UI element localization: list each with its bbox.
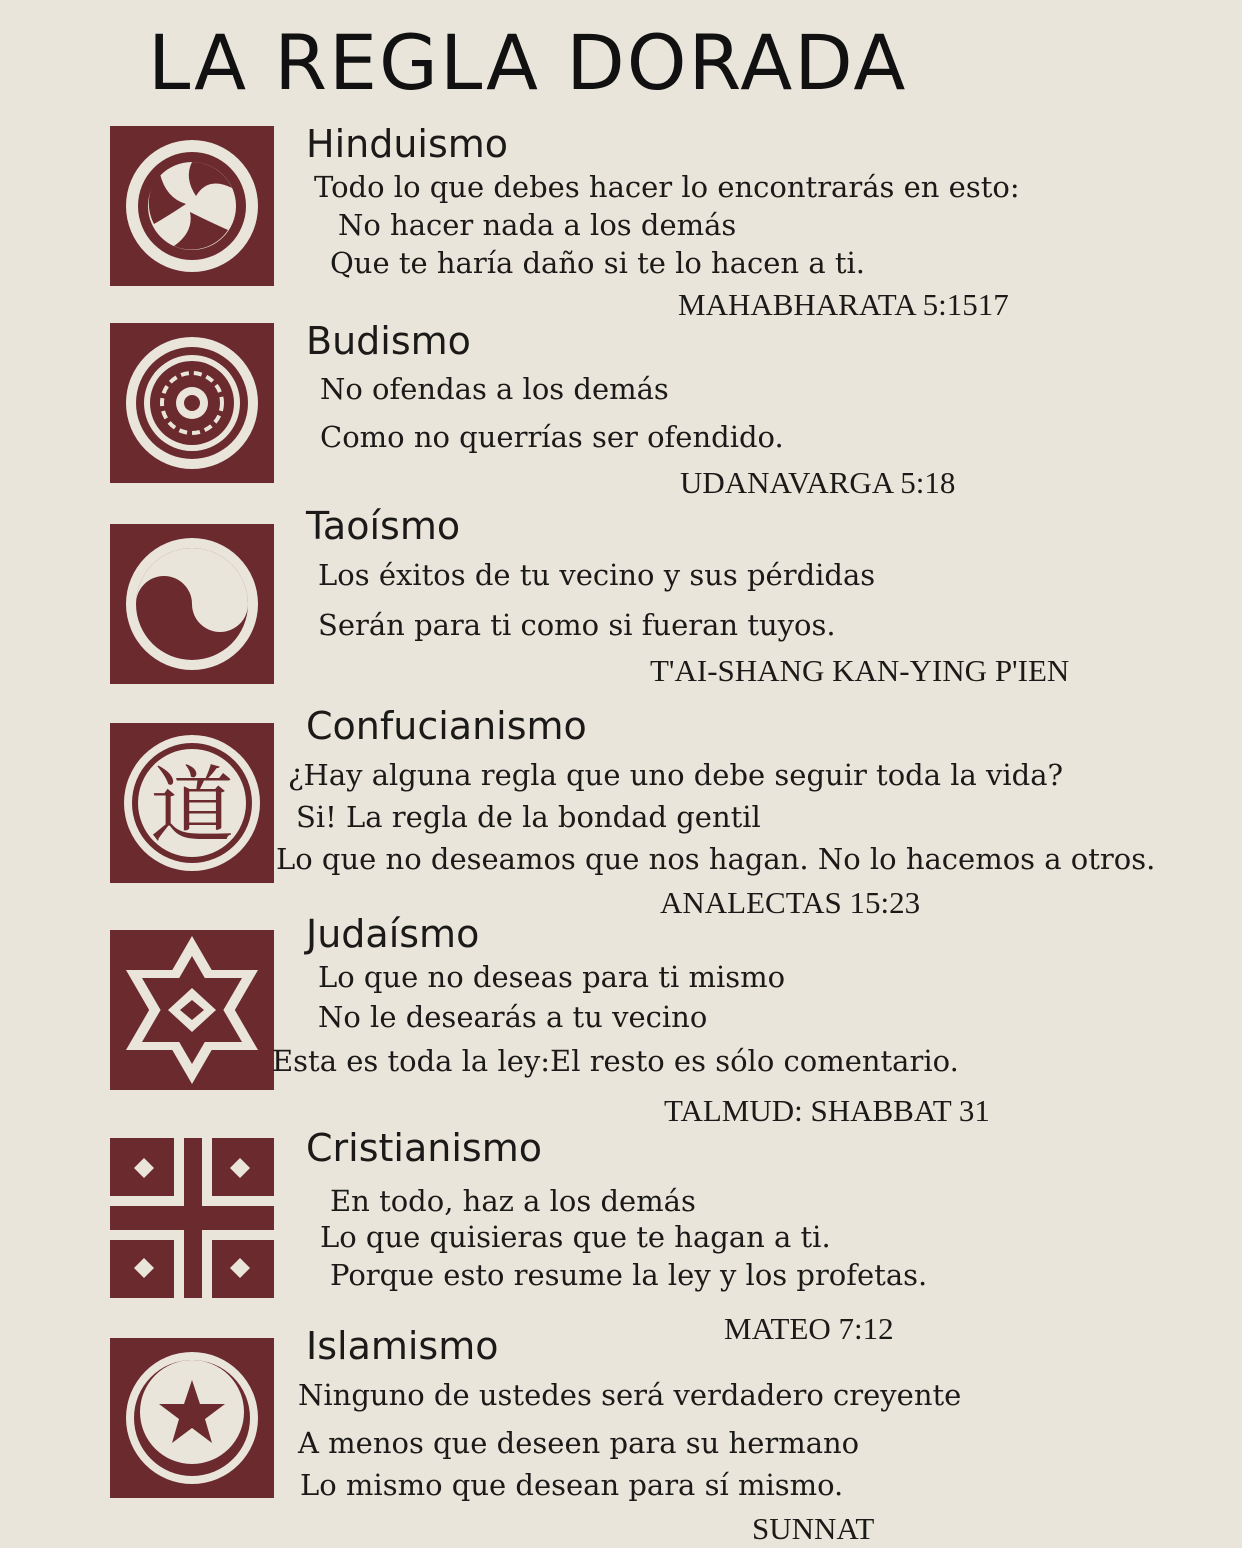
religion-name: Budismo [306, 319, 471, 363]
religion-name: Islamismo [306, 1324, 499, 1368]
quote-line: Lo que quisieras que te hagan a ti. [320, 1220, 831, 1254]
religion-name: Judaísmo [306, 912, 480, 956]
quote-line: Todo lo que debes hacer lo encontrarás en esto: [314, 170, 1020, 204]
yin-yang-icon [110, 524, 274, 684]
source-reference: MAHABHARATA 5:1517 [678, 287, 1009, 322]
crescent-star-icon [110, 1338, 274, 1498]
quote-line: Si! La regla de la bondad gentil [296, 800, 761, 834]
quote-line: Los éxitos de tu vecino y sus pérdidas [318, 558, 876, 592]
quote-line: A menos que deseen para su hermano [298, 1426, 860, 1460]
quote-line: Esta es toda la ley:El resto es sólo comentario. [272, 1044, 959, 1078]
quote-line: Porque esto resume la ley y los profetas. [330, 1258, 928, 1292]
cross-icon [110, 1138, 274, 1298]
dao-character-icon [110, 723, 274, 883]
religion-name: Confucianismo [306, 704, 587, 748]
religion-name: Cristianismo [306, 1126, 542, 1170]
religion-name: Taoísmo [306, 504, 461, 548]
star-of-david-icon [110, 930, 274, 1090]
tomoe-icon [110, 126, 274, 286]
quote-line: Lo que no deseamos que nos hagan. No lo hacemos a otros. [276, 842, 1156, 876]
source-reference: ANALECTAS 15:23 [660, 885, 921, 920]
source-reference: T'AI-SHANG KAN-YING P'IEN [650, 653, 1070, 688]
quote-line: Que te haría daño si te lo hacen a ti. [330, 246, 865, 280]
quote-line: Lo que no deseas para ti mismo [318, 960, 786, 994]
page-title: LA REGLA DORADA [148, 18, 908, 107]
quote-line: En todo, haz a los demás [330, 1184, 696, 1218]
dao-glyph: 道 [149, 757, 235, 855]
source-reference: SUNNAT [752, 1511, 875, 1546]
source-reference: TALMUD: SHABBAT 31 [664, 1093, 990, 1128]
quote-line: No hacer nada a los demás [338, 208, 737, 242]
source-reference: UDANAVARGA 5:18 [680, 465, 956, 500]
quote-line: Serán para ti como si fueran tuyos. [318, 608, 836, 642]
quote-line: Como no querrías ser ofendido. [320, 420, 784, 454]
quote-line: No ofendas a los demás [320, 372, 669, 406]
quote-line: No le desearás a tu vecino [318, 1000, 708, 1034]
quote-line: Ninguno de ustedes será verdadero creyente [298, 1378, 962, 1412]
source-reference: MATEO 7:12 [724, 1311, 894, 1346]
quote-line: ¿Hay alguna regla que uno debe seguir toda la vida? [288, 758, 1064, 792]
quote-line: Lo mismo que desean para sí mismo. [300, 1468, 844, 1502]
religion-name: Hinduismo [306, 122, 509, 166]
dharma-wheel-icon [110, 323, 274, 483]
